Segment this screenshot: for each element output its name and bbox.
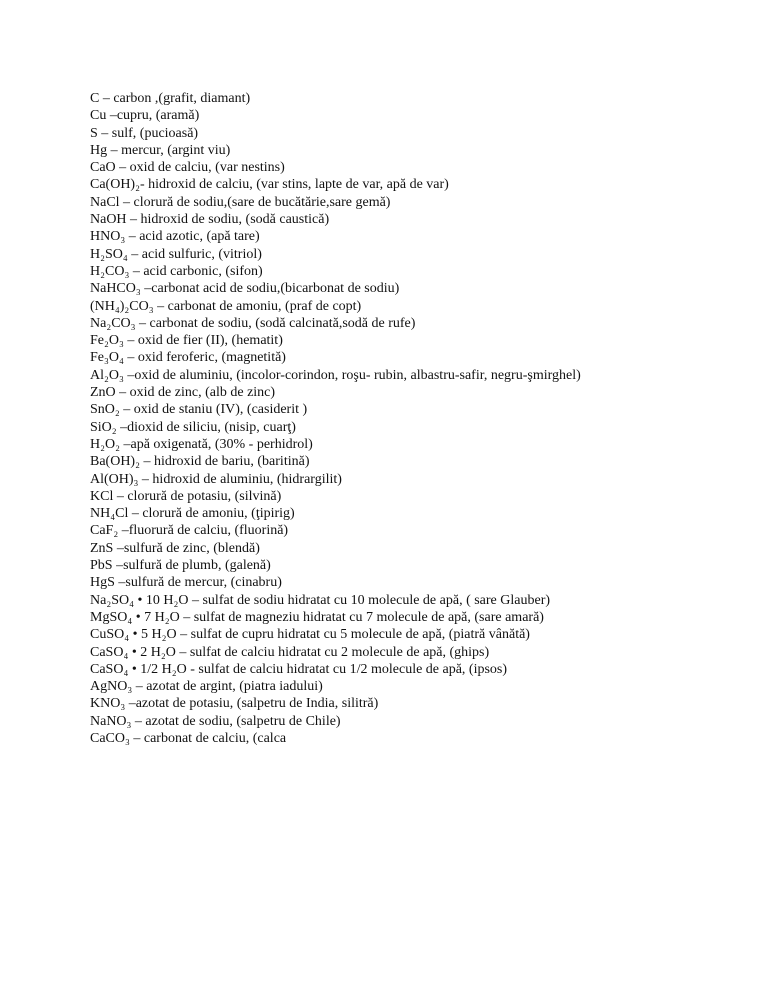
compound-line: Cu –cupru, (aramă) (90, 108, 200, 124)
compound-line: (NH₄)₂CO₃ – carbonat de amoniu, (praf de copt) (90, 298, 362, 314)
compound-line: KCl – clorură de potasiu, (silvină) (90, 488, 282, 504)
compound-line: MgSO₄ • 7 H₂O – sulfat de magneziu hidratat cu 7 molecule de apă, (sare amară) (90, 609, 544, 625)
compound-line: Hg – mercur, (argint viu) (90, 142, 231, 158)
compound-line: S – sulf, (pucioasă) (90, 125, 199, 141)
compound-line: CaSO₄ • 2 H₂O – sulfat de calciu hidratat cu 2 molecule de apă, (ghips) (90, 644, 490, 660)
compound-line: ZnS –sulfură de zinc, (blendă) (90, 540, 260, 556)
compound-line: NaHCO₃ –carbonat acid de sodiu,(bicarbonat de sodiu) (90, 281, 400, 297)
compound-line: CaCO₃ – carbonat de calciu, (calca (90, 730, 287, 746)
compound-line: NH₄Cl – clorură de amoniu, (ţipirig) (90, 506, 295, 522)
compound-line: AgNO₃ – azotat de argint, (piatra iadului) (90, 679, 323, 695)
compound-line: Fe₃O₄ – oxid feroferic, (magnetită) (90, 350, 286, 366)
compound-line: CaO – oxid de calciu, (var nestins) (90, 160, 285, 176)
compound-line: CaSO₄ • 1/2 H₂O - sulfat de calciu hidratat cu 1/2 molecule de apă, (ipsos) (90, 661, 508, 677)
compound-line: NaNO₃ – azotat de sodiu, (salpetru de Chile) (90, 713, 341, 729)
compound-line: H₂CO₃ – acid carbonic, (sifon) (90, 263, 263, 279)
compound-line: NaCl – clorură de sodiu,(sare de bucătărie,sare gemă) (90, 194, 391, 210)
compound-line: C – carbon ,(grafit, diamant) (90, 91, 251, 106)
compound-line: Na₂CO₃ – carbonat de sodiu, (sodă calcinată,sodă de rufe) (90, 315, 416, 331)
compound-line: H₂O₂ –apă oxigenată, (30% - perhidrol) (90, 436, 313, 452)
compound-line: Na₂SO₄ • 10 H₂O – sulfat de sodiu hidratat cu 10 molecule de apă, ( sare Glauber) (90, 592, 551, 608)
compound-line: Ba(OH)₂ – hidroxid de bariu, (baritină) (90, 454, 310, 470)
compound-line: Fe₂O₃ – oxid de fier (II), (hematit) (90, 333, 283, 349)
compound-line: CuSO₄ • 5 H₂O – sulfat de cupru hidratat cu 5 molecule de apă, (piatră vânătă) (90, 627, 530, 643)
compound-line: Al₂O₃ –oxid de aluminiu, (incolor-corindon, roşu- rubin, albastru-safir, negru-şmirghel) (90, 367, 581, 383)
compound-line: NaOH – hidroxid de sodiu, (sodă caustică) (90, 212, 330, 228)
compound-line: SiO₂ –dioxid de siliciu, (nisip, cuarţ) (90, 419, 296, 435)
compound-line: Ca(OH)₂- hidroxid de calciu, (var stins, lapte de var, apă de var) (90, 177, 449, 193)
compound-line: SnO₂ – oxid de staniu (IV), (casiderit ) (90, 402, 308, 418)
compound-line: KNO₃ –azotat de potasiu, (salpetru de India, silitră) (90, 696, 379, 712)
compound-list (90, 90, 750, 747)
compound-line: ZnO – oxid de zinc, (alb de zinc) (90, 385, 276, 401)
compound-line: PbS –sulfură de plumb, (galenă) (90, 558, 271, 574)
compound-line: Al(OH)₃ – hidroxid de aluminiu, (hidrargilit) (90, 471, 342, 487)
compound-line: H₂SO₄ – acid sulfuric, (vitriol) (90, 246, 262, 262)
compound-line: HNO₃ – acid azotic, (apă tare) (90, 229, 260, 245)
compound-line: CaF₂ –fluorură de calciu, (fluorină) (90, 523, 289, 539)
compound-line: HgS –sulfură de mercur, (cinabru) (90, 575, 282, 591)
